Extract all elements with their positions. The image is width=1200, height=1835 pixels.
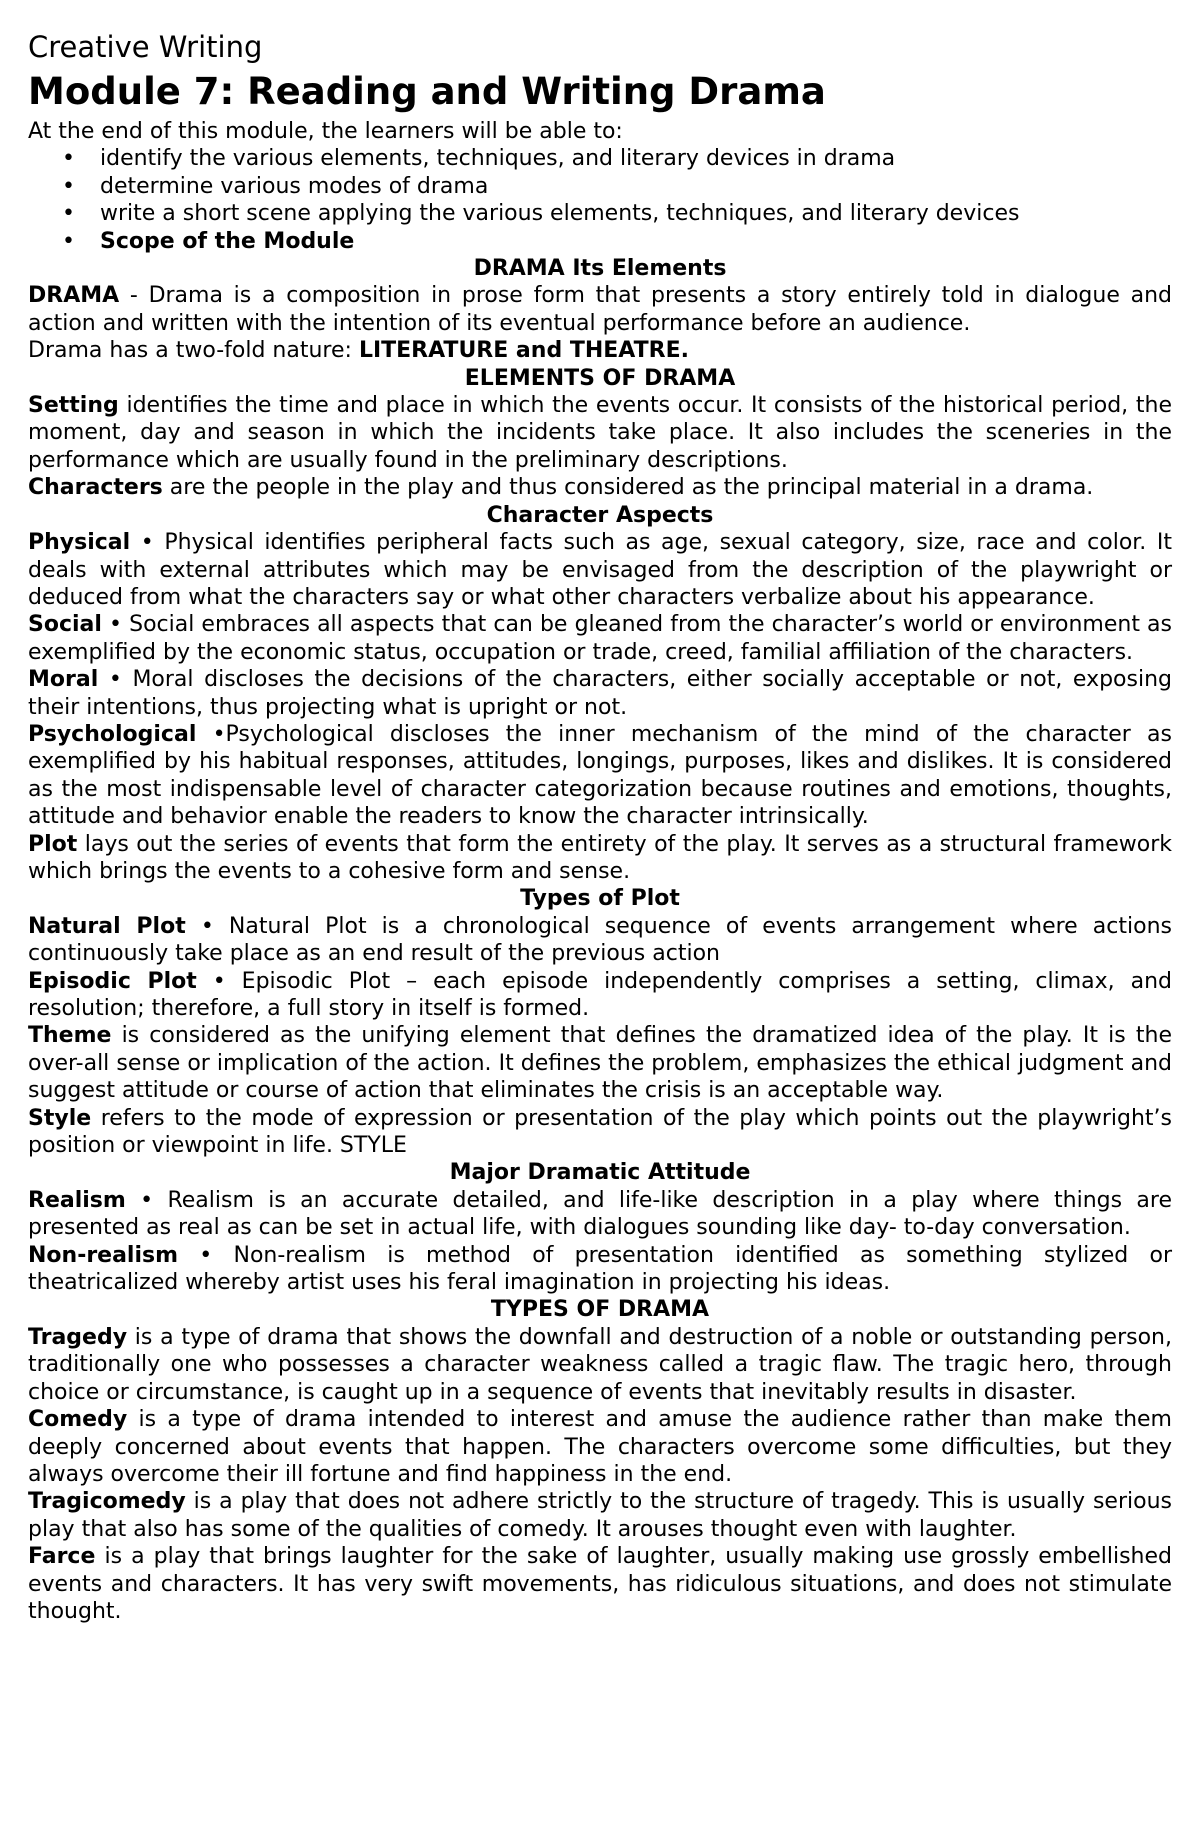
section-heading-drama-elements: DRAMA Its Elements: [473, 256, 727, 282]
paragraph-realism: [28, 1187, 1172, 1242]
nature-bold: LITERATURE and THEATRE.: [358, 338, 689, 364]
module-title: Module 7: Reading and Writing Drama: [28, 70, 826, 113]
objective-text: determine various modes of drama: [100, 173, 489, 199]
setting-text: identifies the time and place in which the events occur. It consists of the historical period, the moment, day and season in which the incidents take place. It also includes the sceneries in the performance which are usually found in the preliminary descriptions.: [28, 393, 1172, 473]
objectives-list: [28, 145, 1172, 255]
comedy-text: is a type of drama intended to interest and amuse the audience rather than make them deeply concerned about events that happen. The characters overcome some difficulties, but they always overcome their ill fortune and find happiness in the end.: [28, 1407, 1172, 1487]
bullet-icon: •: [62, 173, 75, 199]
term-non-realism: Non-realism: [28, 1242, 179, 1268]
section-heading-drama-types: TYPES OF DRAMA: [490, 1297, 710, 1323]
paragraph-episodic-plot: [28, 968, 1172, 1023]
paragraph-moral: [28, 666, 1172, 721]
natural-plot-text: • Natural Plot is a chronological sequence of events arrangement where actions continuously take place as an end result of the previous action: [28, 913, 1172, 967]
term-characters: Characters: [28, 475, 163, 501]
paragraph-two-fold-nature: [28, 337, 1172, 364]
paragraph-plot: [28, 831, 1172, 886]
objective-item: [62, 173, 1172, 200]
term-tragicomedy: Tragicomedy: [28, 1489, 186, 1515]
paragraph-non-realism: [28, 1242, 1172, 1297]
document-body: [28, 118, 1172, 1625]
section-heading-character-aspects: Character Aspects: [486, 502, 714, 528]
non-realism-text: • Non-realism is method of presentation identified as something stylized or theatricalized whereby artist uses his feral imagination in projecting his ideas.: [28, 1242, 1172, 1296]
term-plot: Plot: [28, 831, 78, 857]
moral-text: • Moral discloses the decisions of the characters, either socially acceptable or not, exposing their intentions, thus projecting what is upright or not.: [28, 667, 1172, 720]
section-heading-dramatic-attitude: Major Dramatic Attitude: [449, 1160, 751, 1186]
style-text: refers to the mode of expression or presentation of the play which points out the playwright’s position or viewpoint in life. STYLE: [28, 1105, 1172, 1159]
paragraph-style: [28, 1105, 1172, 1160]
bullet-icon: •: [62, 146, 75, 172]
paragraph-tragedy: [28, 1324, 1172, 1406]
paragraph-farce: [28, 1543, 1172, 1625]
episodic-plot-text: • Episodic Plot – each episode independently comprises a setting, climax, and resolution; therefore, a full story in itself is formed.: [28, 968, 1173, 1021]
paragraph-setting: [28, 392, 1172, 474]
paragraph-psychological: [28, 721, 1172, 831]
term-setting: Setting: [28, 393, 119, 419]
bullet-icon: •: [62, 201, 75, 227]
objective-item: [62, 145, 1172, 172]
term-farce: Farce: [28, 1544, 96, 1570]
bullet-icon: •: [62, 228, 75, 254]
tragicomedy-text: is a play that does not adhere strictly to the structure of tragedy. This is usually serious play that also has some of the qualities of comedy. It arouses thought even with laughter.: [28, 1489, 1172, 1542]
term-realism: Realism: [28, 1187, 126, 1213]
paragraph-comedy: [28, 1406, 1172, 1488]
objective-item: [62, 228, 1172, 255]
plot-text: lays out the series of events that form the entirety of the play. It serves as a structural framework which brings the events to a cohesive form and sense.: [28, 831, 1172, 884]
term-physical: Physical: [28, 530, 131, 556]
term-style: Style: [28, 1105, 92, 1131]
theme-text: is considered as the unifying element that defines the dramatized idea of the play. It is the over-all sense or implication of the action. It defines the problem, emphasizes the ethical judgment and suggest attitude or course of action that eliminates the crisis is an acceptable way.: [28, 1023, 1172, 1104]
scope-label: Scope of the Module: [100, 228, 355, 254]
nature-text: Drama has a two-fold nature:: [28, 338, 359, 364]
objective-item: [62, 200, 1172, 227]
paragraph-physical: [28, 529, 1172, 611]
term-theme: Theme: [28, 1023, 112, 1049]
paragraph-natural-plot: [28, 913, 1172, 968]
paragraph-social: [28, 611, 1172, 666]
term-moral: Moral: [28, 667, 99, 693]
paragraph-drama-definition: [28, 282, 1172, 337]
section-heading-elements: ELEMENTS OF DRAMA: [464, 365, 736, 391]
term-tragedy: Tragedy: [28, 1324, 128, 1350]
social-text: • Social embraces all aspects that can be gleaned from the character’s world or environment as exemplified by the economic status, occupation or trade, creed, familial affiliation of the characters.: [28, 612, 1172, 665]
objectives-intro: At the end of this module, the learners will be able to:: [28, 119, 623, 144]
term-drama: DRAMA: [28, 283, 120, 309]
subject-label: Creative Writing: [28, 30, 263, 64]
term-psychological: Psychological: [28, 721, 197, 747]
realism-text: • Realism is an accurate detailed, and life-like description in a play where things are presented as real as can be set in actual life, with dialogues sounding like day- to-day conversation.: [28, 1187, 1172, 1241]
paragraph-characters: [28, 474, 1172, 501]
psychological-text: •Psychological discloses the inner mechanism of the mind of the character as exemplified by his habitual responses, attitudes, longings, purposes, likes and dislikes. It is considered as the most indispensable level of character categorization because routines and emotions, thoughts, attitude and behavior enable the readers to know the character intrinsically.: [28, 721, 1172, 830]
term-comedy: Comedy: [28, 1407, 128, 1433]
section-heading-plot-types: Types of Plot: [520, 886, 680, 912]
paragraph-theme: [28, 1022, 1172, 1104]
objective-text: identify the various elements, techniques, and literary devices in drama: [100, 146, 896, 172]
term-natural-plot: Natural Plot: [28, 913, 186, 939]
paragraph-tragicomedy: [28, 1488, 1172, 1543]
definition-text: - Drama is a composition in prose form that presents a story entirely told in dialogue and action and written with the intention of its eventual performance before an audience.: [28, 283, 1172, 336]
objective-text: write a short scene applying the various elements, techniques, and literary devices: [100, 201, 1020, 227]
physical-text: • Physical identifies peripheral facts such as age, sexual category, size, race and color. It deals with external attributes which may be envisaged from the description of the playwright or deduced from what the characters say or what other characters verbalize about his appearance.: [28, 530, 1172, 610]
term-social: Social: [28, 612, 102, 638]
characters-text: are the people in the play and thus considered as the principal material in a drama.: [162, 475, 1094, 501]
tragedy-text: is a type of drama that shows the downfall and destruction of a noble or outstanding person, traditionally one who possesses a character weakness called a tragic flaw. The tragic hero, through choice or circumstance, is caught up in a sequence of events that inevitably results in disaster.: [28, 1324, 1172, 1405]
farce-text: is a play that brings laughter for the sake of laughter, usually making use grossly embellished events and characters. It has very swift movements, has ridiculous situations, and does not stimulate thought.: [28, 1544, 1172, 1624]
term-episodic-plot: Episodic Plot: [28, 968, 197, 994]
